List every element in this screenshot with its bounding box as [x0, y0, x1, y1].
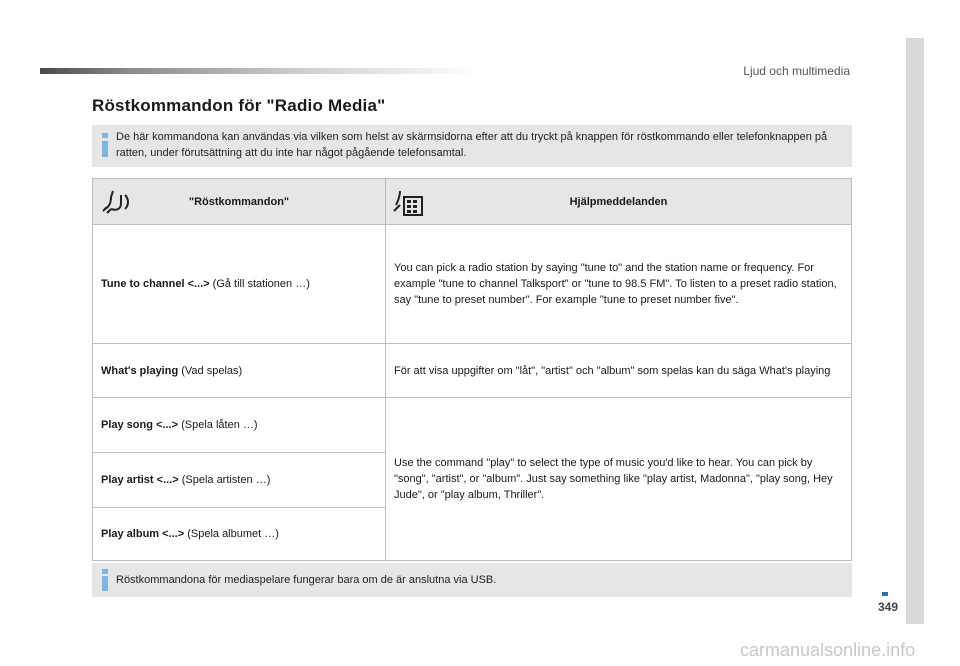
command-translation: (Spela artisten …) — [178, 474, 271, 486]
page-sidebar-strip — [906, 38, 924, 624]
info-note-top-text: De här kommandona kan användas via vilken som helst av skärmsidorna efter att du tryckt på knappen för röstkommando eller telefonknappen på ratten, under förutsättning att du inte har något pågående telefonsamtal. — [116, 131, 828, 159]
command-cell — [93, 508, 386, 561]
command-cell — [93, 344, 386, 398]
section-label: Ljud och multimedia — [743, 64, 850, 78]
command-translation: (Gå till stationen …) — [209, 278, 310, 290]
page-number: 349 — [878, 600, 899, 614]
command-translation: (Vad spelas) — [178, 364, 243, 377]
command-translation: (Spela albumet …) — [184, 528, 279, 540]
command-cell — [93, 225, 386, 344]
command-keyword: Play song <...> — [101, 419, 179, 431]
info-note-bottom-text: Röstkommandona för mediaspelare fungerar bara om de är anslutna via USB. — [116, 574, 497, 586]
page-number-marker — [882, 592, 888, 596]
command-translation: (Spela låten …) — [178, 419, 258, 431]
header-commands-label: "Röstkommandon" — [188, 195, 290, 208]
help-cell: You can pick a radio station by saying "tune to" and the station name or frequency. For example "tune to channel Talksport" or "tune to 98.5 FM". To listen to a preset radio station, say "tune to preset number". For example "tune to preset number five". — [386, 225, 852, 344]
command-cell — [93, 453, 386, 508]
header-help — [386, 179, 852, 225]
header-help-label: Hjälpmeddelanden — [569, 195, 668, 208]
info-note-top — [92, 125, 852, 167]
command-cell — [93, 398, 386, 453]
page-title: Röstkommandon för "Radio Media" — [92, 96, 386, 115]
help-cell: Use the command "play" to select the type of music you'd like to hear. You can pick by "song", "artist", or "album". Just say something like "play artist, Madonna", "play song, Hey Jude", or "play album, Thriller". — [386, 398, 852, 561]
voice-command-table — [92, 178, 852, 561]
voice-hand-icon — [99, 185, 133, 219]
watermark: carmanualsonline.info — [740, 640, 916, 660]
help-cell: För att visa uppgifter om "låt", "artist" och "album" som spelas kan du säga What's playing — [386, 344, 852, 398]
info-icon — [102, 133, 108, 157]
info-icon — [102, 569, 108, 591]
command-keyword: Tune to channel <...> — [101, 278, 210, 290]
command-keyword: Play album <...> — [101, 528, 185, 540]
info-note-bottom — [92, 563, 852, 597]
command-keyword: What's playing — [101, 364, 179, 377]
command-keyword: Play artist <...> — [101, 474, 179, 486]
header-gradient-bar — [40, 68, 480, 74]
header-commands — [93, 179, 386, 225]
phone-keypad-hand-icon — [392, 185, 426, 219]
